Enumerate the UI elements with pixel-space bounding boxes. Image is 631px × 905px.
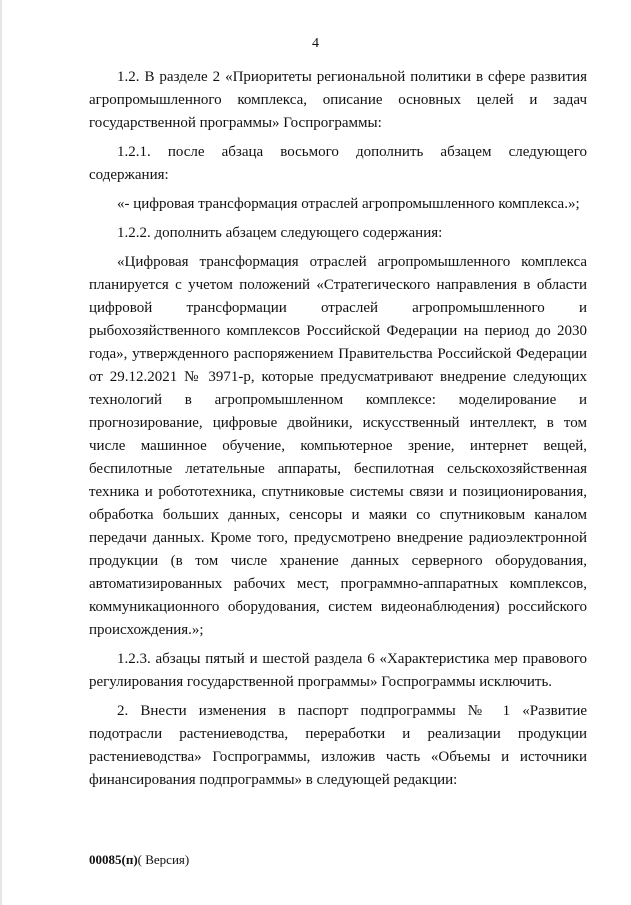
- paragraph-1-2-1: 1.2.1. после абзаца восьмого дополнить абзацем следующего содержания:: [89, 144, 587, 183]
- page-number: 4: [312, 36, 319, 51]
- scan-edge: [0, 0, 2, 905]
- document-code: 00085(п): [89, 852, 138, 867]
- document-body: [89, 66, 587, 798]
- version-label: ( Версия): [137, 852, 190, 867]
- paragraph-1-2-3: 1.2.3. абзацы пятый и шестой раздела 6 «Характеристика мер правового регулирования государственной программы» Госпрограммы исключить.: [89, 651, 587, 690]
- paragraph-1-2: 1.2. В разделе 2 «Приоритеты региональной политики в сфере развития агропромышленного комплекса, описание основных целей и задач государственной программы» Госпрограммы:: [89, 69, 587, 131]
- footer-code: [89, 852, 189, 868]
- paragraph-1-2-2: 1.2.2. дополнить абзацем следующего содержания:: [117, 225, 443, 241]
- paragraph-digital-transformation: «Цифровая трансформация отраслей агропромышленного комплекса планируется с учетом положений «Стратегического направления в области цифровой трансформации отраслей агропромышленного и рыбохозяйственного комплексов Российской Федерации на период до 2030 года», утвержденного распоряжением Правительства Российской Федерации от 29.12.2021 № 3971-р, которые предусматривают внедрение следующих технологий в агропромышленном комплексе: моделирование и прогнозирование, цифровые двойники, искусственный интеллект, в том числе машинное обучение, компьютерное зрение, интернет вещей, беспилотные летательные аппараты, беспилотная сельскохозяйственная техника и робототехника, спутниковые системы связи и позиционирования, обработка больших данных, сенсоры и маяки со спутниковым каналом передачи данных. Кроме того, предусмотрено внедрение радиоэлектронной продукции (в том числе хранение данных серверного оборудования, автоматизированных рабочих мест, программно-аппаратных комплексов, коммуникационного оборудования, систем видеонаблюдения) российского происхождения.»;: [89, 254, 587, 638]
- paragraph-quote-digital: «- цифровая трансформация отраслей агропромышленного комплекса.»;: [117, 196, 580, 212]
- paragraph-2: 2. Внести изменения в паспорт подпрограммы № 1 «Развитие подотрасли растениеводства, переработки и реализации продукции растениеводства» Госпрограммы, изложив часть «Объемы и источники финансирования подпрограммы» в следующей редакции:: [89, 703, 587, 788]
